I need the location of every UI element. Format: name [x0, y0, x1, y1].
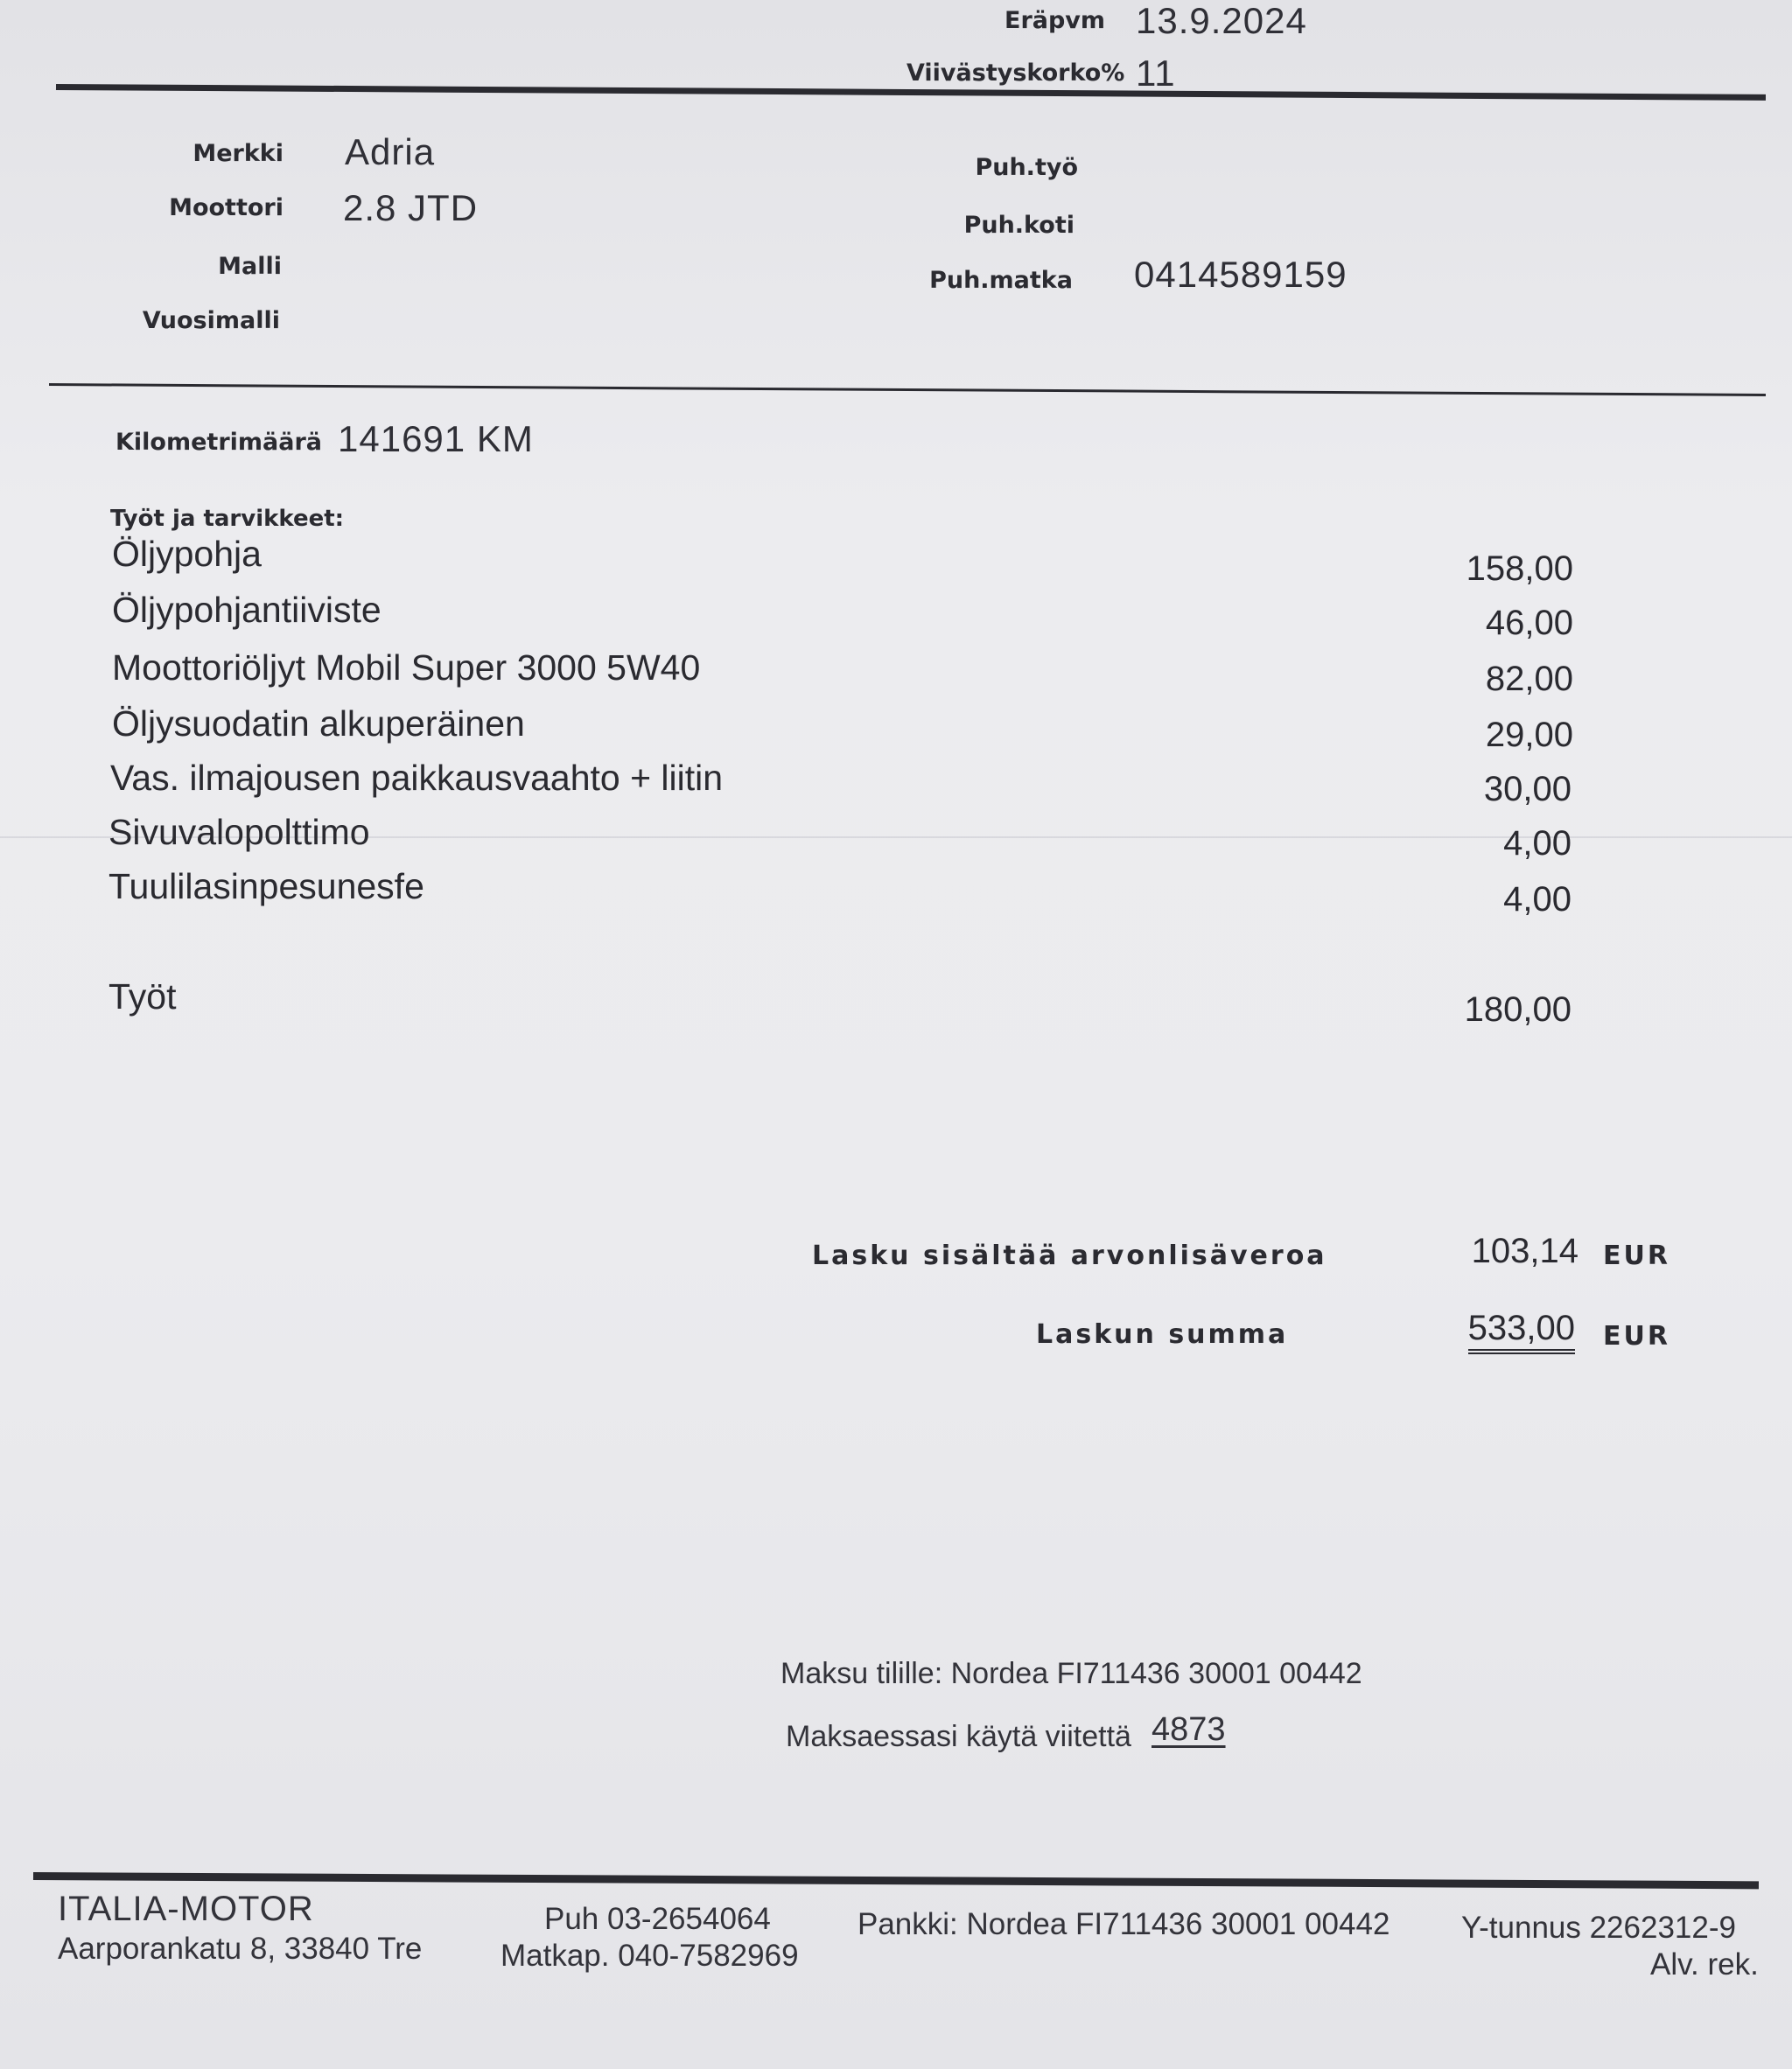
line-item-name: Öljypohjantiiviste — [112, 590, 382, 630]
interest-value: 11 — [1136, 52, 1176, 94]
line-item-name: Öljysuodatin alkuperäinen — [112, 703, 525, 744]
work-phone-label: Puh.työ — [975, 154, 1078, 181]
engine-label: Moottori — [169, 194, 284, 221]
engine-value: 2.8 JTD — [343, 187, 479, 228]
mileage-value: 141691 KM — [338, 418, 534, 459]
home-phone-label: Puh.koti — [963, 212, 1074, 239]
line-item-name: Tuulilasinpesunesfe — [108, 866, 424, 906]
company-address: Aarporankatu 8, 33840 Tre — [58, 1932, 423, 1966]
line-item-amount: 46,00 — [1485, 604, 1573, 642]
line-item-amount: 4,00 — [1503, 824, 1572, 863]
model-label: Malli — [218, 253, 282, 280]
mobile-phone-label: Puh.matka — [929, 267, 1073, 294]
labor-name: Työt — [108, 976, 177, 1017]
reference-value: 4873 — [1152, 1711, 1226, 1748]
line-item-amount: 29,00 — [1485, 716, 1573, 754]
sum-value — [1348, 1309, 1575, 1348]
line-item-amount: 82,00 — [1485, 660, 1573, 698]
line-item-amount: 30,00 — [1483, 770, 1572, 808]
reference-label: Maksaessasi käytä viitettä — [786, 1720, 1131, 1753]
company-name: ITALIA-MOTOR — [58, 1890, 314, 1928]
vat-registration: Alv. rek. — [1650, 1947, 1759, 1982]
mileage-label: Kilometrimäärä — [116, 429, 323, 456]
mobile-phone-value: 0414589159 — [1134, 254, 1348, 295]
due-date-value: 13.9.2024 — [1136, 0, 1307, 41]
vehicle-section-rule — [49, 383, 1766, 396]
sum-value-text: 533,00 — [1468, 1309, 1575, 1354]
sum-currency: EUR — [1603, 1321, 1670, 1352]
vat-label: Lasku sisältää arvonlisäveroa — [812, 1241, 1327, 1271]
due-date-label: Eräpvm — [1004, 7, 1106, 34]
sum-label: Laskun summa — [1036, 1319, 1289, 1350]
interest-label: Viivästyskorko% — [906, 59, 1125, 87]
vat-value: 103,14 — [1471, 1232, 1578, 1270]
brand-value: Adria — [345, 131, 436, 172]
company-mobile: Matkap. 040-7582969 — [500, 1939, 799, 1973]
items-heading: Työt ja tarvikkeet: — [110, 506, 345, 532]
company-phone: Puh 03-2654064 — [544, 1902, 771, 1936]
labor-amount: 180,00 — [1464, 990, 1572, 1029]
line-item-amount: 158,00 — [1466, 549, 1573, 588]
company-bank: Pankki: Nordea FI711436 30001 00442 — [858, 1907, 1390, 1941]
line-item-amount: 4,00 — [1503, 880, 1572, 919]
line-item-name: Moottoriöljyt Mobil Super 3000 5W40 — [112, 647, 701, 688]
business-id: Y-tunnus 2262312-9 — [1461, 1911, 1736, 1945]
brand-label: Merkki — [192, 140, 284, 167]
payment-account: Maksu tilille: Nordea FI711436 30001 00442 — [780, 1657, 1362, 1690]
year-label: Vuosimalli — [142, 307, 280, 334]
line-item-name: Vas. ilmajousen paikkausvaahto + liitin — [110, 758, 724, 798]
line-item-name: Sivuvalopolttimo — [108, 812, 370, 852]
vat-currency: EUR — [1603, 1241, 1670, 1271]
line-item-name: Öljypohja — [112, 534, 262, 574]
footer-rule — [33, 1872, 1759, 1889]
